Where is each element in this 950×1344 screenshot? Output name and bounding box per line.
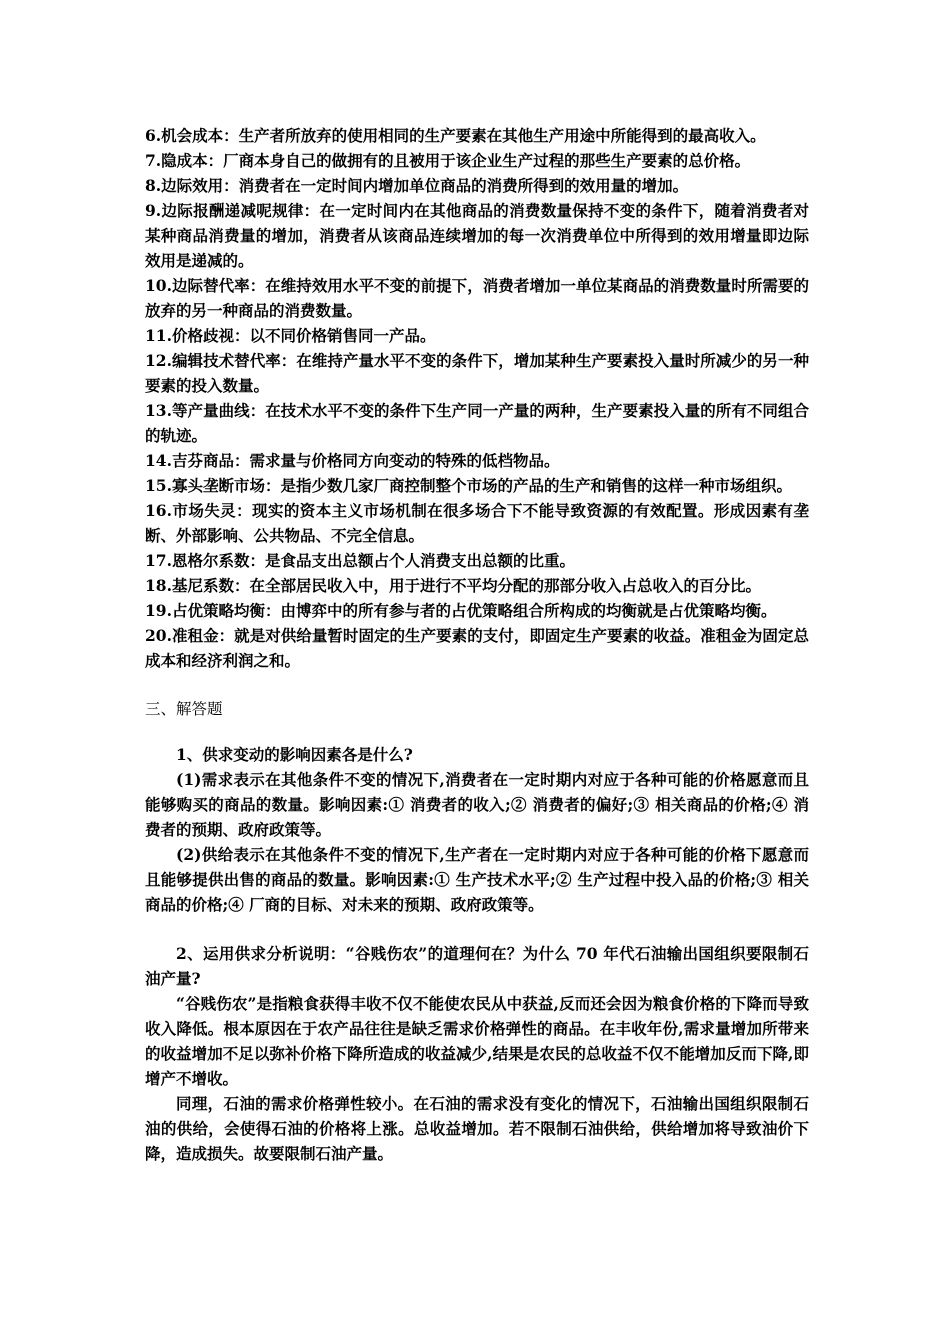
question-block	[145, 742, 809, 917]
definition-item: 17.恩格尔系数：是食品支出总额占个人消费支出总额的比重。	[145, 551, 575, 570]
definition-item: 7.隐成本：厂商本身自己的做拥有的且被用于该企业生产过程的那些生产要素的总价格。	[145, 151, 751, 170]
answer-paragraph: (1)需求表示在其他条件不变的情况下,消费者在一定时期内对应于各种可能的价格愿意而且能够购买的商品的数量。影响因素:① 消费者的收入;② 消费者的偏好;③ 相关商品的价格;④ 消费者的预期、政府政策等。	[145, 770, 809, 839]
definition-item: 15.寡头垄断市场：是指少数几家厂商控制整个市场的产品的生产和销售的这样一种市场组织。	[145, 476, 792, 495]
definition-item: 12.编辑技术替代率：在维持产量水平不变的条件下，增加某种生产要素投入量时所减少的另一种要素的投入数量。	[145, 351, 809, 395]
definition-item: 8.边际效用：消费者在一定时间内增加单位商品的消费所得到的效用量的增加。	[145, 176, 689, 195]
answer-paragraph: “谷贱伤农”是指粮食获得丰收不仅不能使农民从中获益,反而还会因为粮食价格的下降而导致收入降低。根本原因在于农产品往往是缺乏需求价格弹性的商品。在丰收年份,需求量增加所带来的收益增加不足以弥补价格下降所造成的收益减少,结果是农民的总收益不仅不能增加反而下降,即增产不增收。	[145, 994, 809, 1088]
definition-item: 13.等产量曲线：在技术水平不变的条件下生产同一产量的两种，生产要素投入量的所有不同组合的轨迹。	[145, 401, 809, 445]
definition-item: 16.市场失灵：现实的资本主义市场机制在很多场合下不能导致资源的有效配置。形成因素有垄断、外部影响、公共物品、不完全信息。	[145, 501, 809, 545]
document-page	[145, 123, 809, 1166]
question-block	[145, 941, 809, 1166]
definition-item: 18.基尼系数：在全部居民收入中，用于进行不平均分配的那部分收入占总收入的百分比。	[145, 576, 761, 595]
definition-item: 20.准租金：就是对供给量暂时固定的生产要素的支付，即固定生产要素的收益。准租金为固定总成本和经济利润之和。	[145, 626, 809, 670]
definitions-list	[145, 123, 809, 673]
question-title: 2、运用供求分析说明：“谷贱伤农”的道理何在？为什么 70 年代石油输出国组织要限制石油产量?	[145, 944, 809, 988]
definition-item: 10.边际替代率：在维持效用水平不变的前提下，消费者增加一单位某商品的消费数量时所需要的放弃的另一种商品的消费数量。	[145, 276, 809, 320]
answer-paragraph: (2)供给表示在其他条件不变的情况下,生产者在一定时期内对应于各种可能的价格下愿意而且能够提供出售的商品的数量。影响因素:① 生产技术水平;② 生产过程中投入品的价格;③ 相关商品的价格;④ 厂商的目标、对未来的预期、政府政策等。	[145, 845, 809, 914]
question-title: 1、供求变动的影响因素各是什么?	[176, 745, 413, 764]
section-title: 三、解答题	[145, 700, 223, 718]
definition-item: 6.机会成本：生产者所放弃的使用相同的生产要素在其他生产用途中所能得到的最高收入。	[145, 126, 766, 145]
definition-item: 19.占优策略均衡：由博弈中的所有参与者的占优策略组合所构成的均衡就是占优策略均衡。	[145, 601, 777, 620]
definition-item: 14.吉芬商品：需求量与价格同方向变动的特殊的低档物品。	[145, 451, 560, 470]
definition-item: 11.价格歧视：以不同价格销售同一产品。	[145, 326, 436, 345]
definition-item: 9.边际报酬递减呢规律：在一定时间内在其他商品的消费数量保持不变的条件下，随着消费者对某种商品消费量的增加，消费者从该商品连续增加的每一次消费单位中所得到的效用增量即边际效用是递减的。	[145, 201, 809, 270]
answer-paragraph: 同理，石油的需求价格弹性较小。在石油的需求没有变化的情况下，石油输出国组织限制石油的供给，会使得石油的价格将上涨。总收益增加。若不限制石油供给，供给增加将导致油价下降，造成损失。故要限制石油产量。	[145, 1094, 809, 1163]
